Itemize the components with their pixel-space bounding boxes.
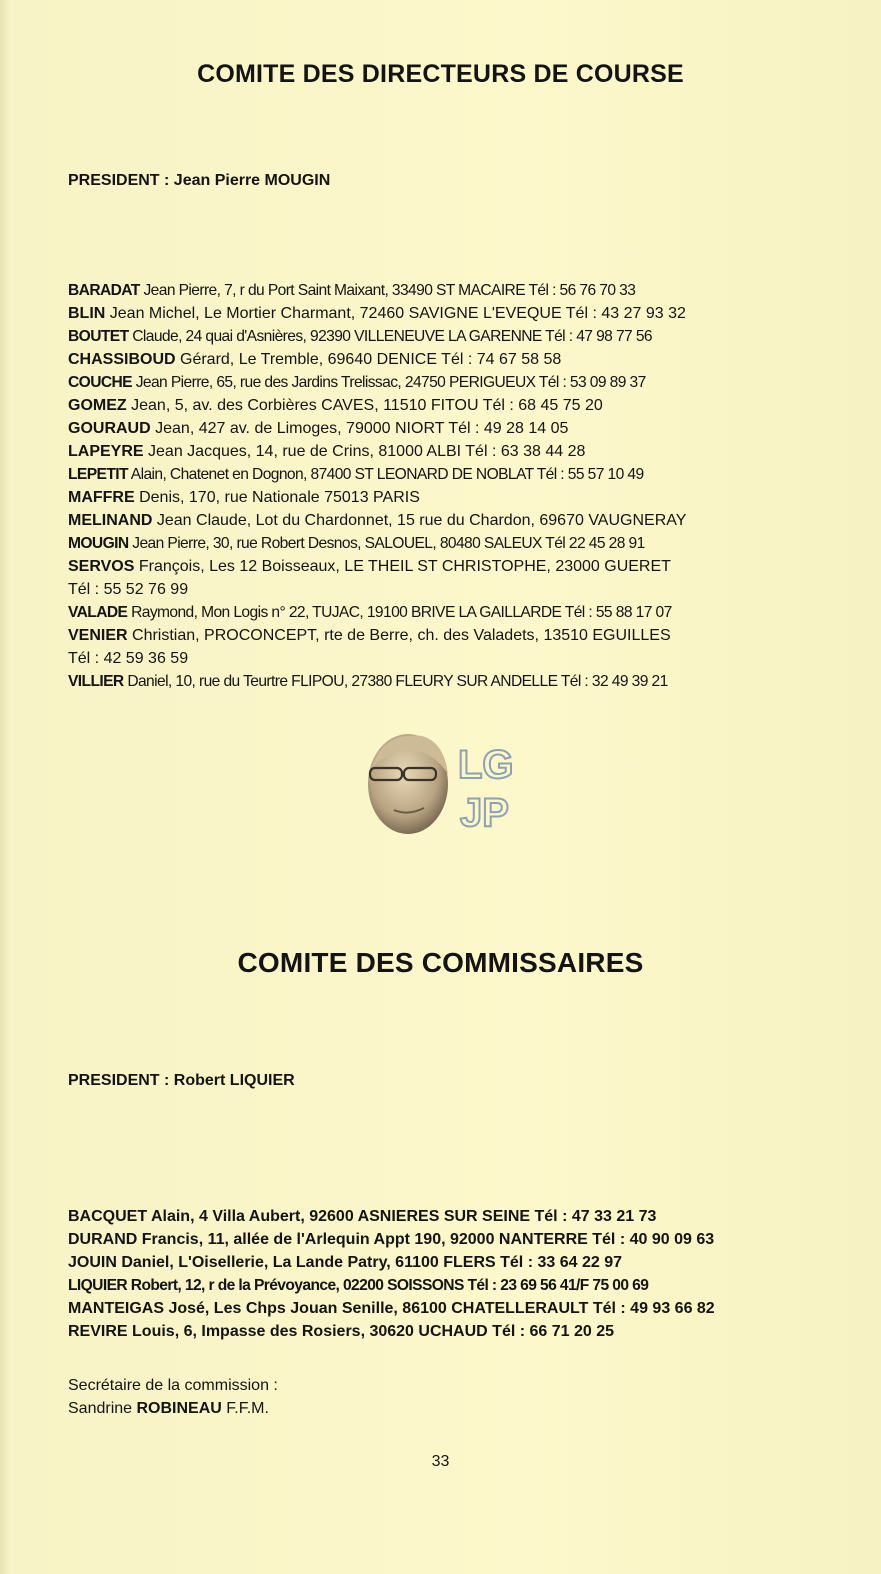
member-details: Louis, 6, Impasse des Rosiers, 30620 UCHAUD Tél : 66 71 20 25 (127, 1323, 615, 1340)
list-item (68, 1274, 858, 1297)
secretary-firstname: Sandrine (68, 1400, 137, 1417)
member-details: Jean Claude, Lot du Chardonnet, 15 rue du Chardon, 69670 VAUGNERAY (152, 512, 687, 529)
member-name: VILLIER (68, 673, 124, 690)
secretary-org: F.F.M. (221, 1400, 269, 1417)
member-details: Jean, 427 av. de Limoges, 79000 NIORT Tél : 49 28 14 05 (150, 420, 569, 437)
member-name: CHASSIBOUD (68, 351, 176, 368)
member-details: Jean, 5, av. des Corbières CAVES, 11510 FITOU Tél : 68 45 75 20 (126, 397, 603, 414)
list-item (68, 371, 858, 394)
member-details: Daniel, 10, rue du Teurtre FLIPOU, 27380 FLEURY SUR ANDELLE Tél : 32 49 39 21 (123, 673, 668, 690)
member-name: MOUGIN (68, 535, 129, 552)
list-item (68, 555, 858, 601)
list-item (68, 325, 858, 348)
logo-line1: LG (458, 743, 514, 787)
member-details: Christian, PROCONCEPT, rte de Berre, ch. des Valadets, 13510 EGUILLES (127, 627, 671, 644)
member-name: LEPETIT (68, 466, 128, 483)
list-item (68, 463, 858, 486)
committee1-president: PRESIDENT : Jean Pierre MOUGIN (68, 172, 331, 189)
portrait-logo-icon (362, 728, 522, 840)
member-name: REVIRE (68, 1323, 128, 1340)
list-item (68, 1228, 858, 1251)
member-details: Jean Jacques, 14, rue de Crins, 81000 ALBI Tél : 63 38 44 28 (143, 443, 586, 460)
member-details: Alain, 4 Villa Aubert, 92600 ASNIERES SUR SEINE Tél : 47 33 21 73 (147, 1208, 657, 1225)
member-name: GOMEZ (68, 397, 127, 414)
member-name: MELINAND (68, 512, 153, 529)
member-details: Francis, 11, allée de l'Arlequin Appt 190, 92000 NANTERRE Tél : 40 90 09 63 (137, 1231, 715, 1248)
member-details: Alain, Chatenet en Dognon, 87400 ST LEONARD DE NOBLAT Tél : 55 57 10 49 (127, 466, 644, 483)
member-name: VALADE (68, 604, 128, 621)
list-item (68, 417, 858, 440)
member-name: MANTEIGAS (68, 1300, 164, 1317)
list-item (68, 486, 858, 509)
secretary-surname: ROBINEAU (136, 1400, 222, 1417)
member-name: SERVOS (68, 558, 135, 575)
member-details: Gérard, Le Tremble, 69640 DENICE Tél : 74 67 58 58 (175, 351, 562, 368)
member-details: François, Les 12 Boisseaux, LE THEIL ST CHRISTOPHE, 23000 GUERET (134, 558, 671, 575)
member-details: Robert, 12, r de la Prévoyance, 02200 SOISSONS Tél : 23 69 56 41/F 75 00 69 (127, 1277, 649, 1294)
secretary-label: Secrétaire de la commission : (68, 1377, 278, 1394)
committee2-title: COMITE DES COMMISSAIRES (237, 947, 644, 978)
list-item (68, 670, 858, 693)
member-name: BACQUET (68, 1208, 148, 1225)
member-details: Daniel, L'Oisellerie, La Lande Patry, 61100 FLERS Tél : 33 64 22 97 (116, 1254, 622, 1271)
member-name: BOUTET (68, 328, 129, 345)
committee1-title: COMITE DES DIRECTEURS DE COURSE (197, 60, 684, 88)
committee1-member-list (68, 279, 858, 693)
member-details: Denis, 170, rue Nationale 75013 PARIS (134, 489, 420, 506)
list-item (68, 1251, 858, 1274)
list-item (68, 624, 858, 670)
secretary-name-line (68, 1397, 278, 1420)
member-name: JOUIN (68, 1254, 117, 1271)
list-item (68, 279, 858, 302)
member-name: COUCHE (68, 374, 132, 391)
member-tel: Tél : 55 52 76 99 (68, 581, 189, 598)
member-details: Jean Pierre, 30, rue Robert Desnos, SALOUEL, 80480 SALEUX Tél 22 45 28 91 (128, 535, 645, 552)
member-details: Claude, 24 quai d'Asnières, 92390 VILLENEUVE LA GARENNE Tél : 47 98 77 56 (128, 328, 652, 345)
logo-line2: JP (460, 791, 509, 835)
member-name: MAFFRE (68, 489, 135, 506)
member-name: BARADAT (68, 282, 140, 299)
member-details: Jean Pierre, 65, rue des Jardins Trelissac, 24750 PERIGUEUX Tél : 53 09 89 37 (131, 374, 646, 391)
member-name: VENIER (68, 627, 128, 644)
list-item (68, 302, 858, 325)
list-item (68, 348, 858, 371)
list-item (68, 394, 858, 417)
member-details: José, Les Chps Jouan Senille, 86100 CHATELLERAULT Tél : 49 93 66 82 (164, 1300, 715, 1317)
list-item (68, 601, 858, 624)
list-item (68, 1320, 858, 1343)
list-item (68, 1297, 858, 1320)
member-name: BLIN (68, 305, 106, 322)
member-details: Jean Michel, Le Mortier Charmant, 72460 SAVIGNE L'EVEQUE Tél : 43 27 93 32 (105, 305, 686, 322)
member-details: Raymond, Mon Logis n° 22, TUJAC, 19100 BRIVE LA GAILLARDE Tél : 55 88 17 07 (127, 604, 672, 621)
page-number: 33 (431, 1453, 450, 1470)
member-name: DURAND (68, 1231, 138, 1248)
committee2-member-list (68, 1205, 858, 1343)
member-tel: Tél : 42 59 36 59 (68, 650, 189, 667)
committee2-president: PRESIDENT : Robert LIQUIER (68, 1072, 295, 1089)
list-item (68, 509, 858, 532)
list-item (68, 1205, 858, 1228)
list-item (68, 440, 858, 463)
secretary-block (68, 1374, 278, 1420)
member-name: LAPEYRE (68, 443, 144, 460)
list-item (68, 532, 858, 555)
member-name: LIQUIER (68, 1277, 128, 1294)
member-name: GOURAUD (68, 420, 151, 437)
member-details: Jean Pierre, 7, r du Port Saint Maixant, 33490 ST MACAIRE Tél : 56 76 70 33 (139, 282, 636, 299)
